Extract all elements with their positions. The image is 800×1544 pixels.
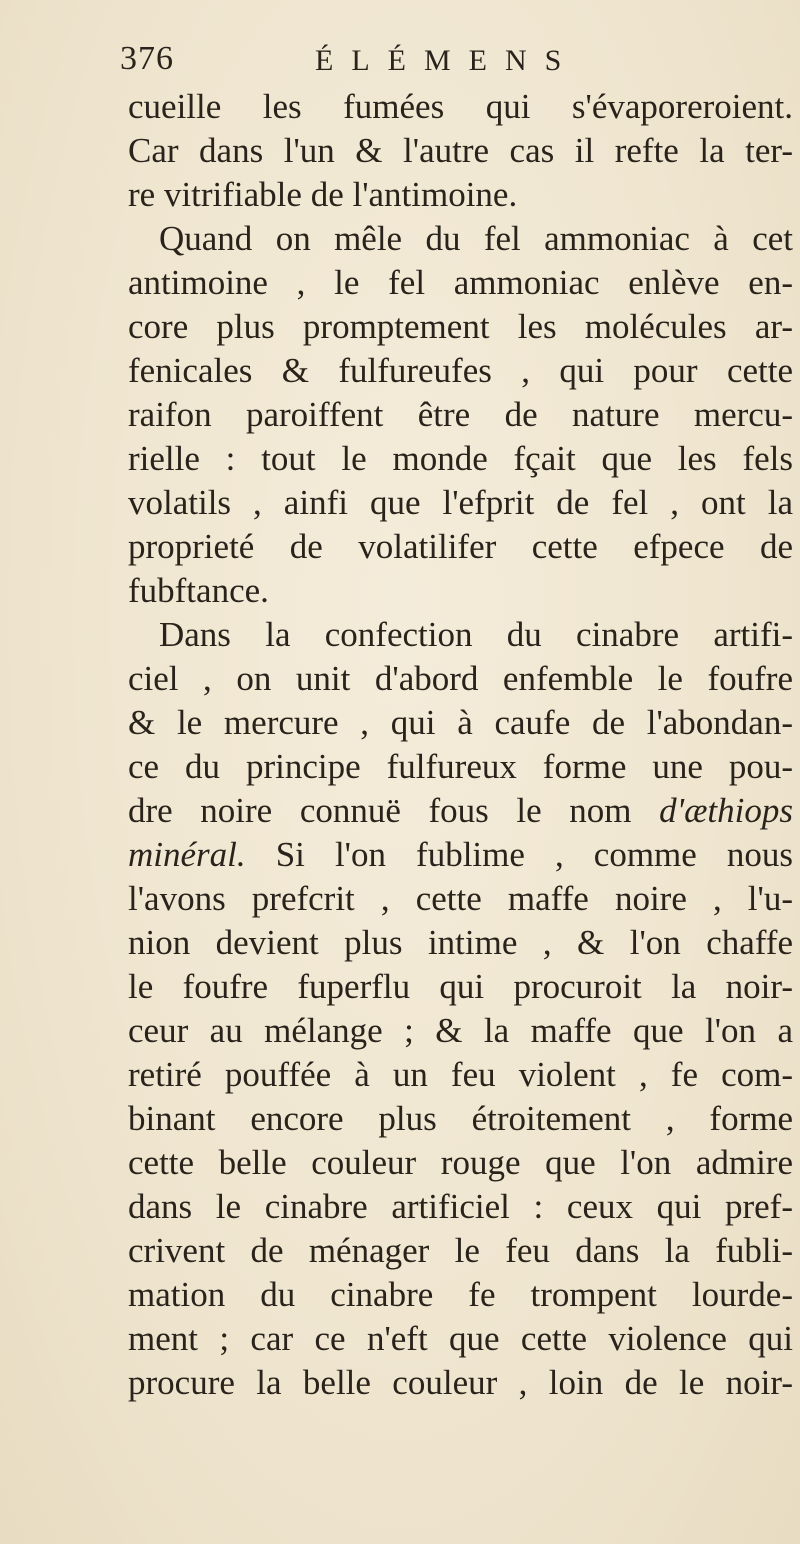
text-line: ciel , on unit d'abord enfemble le foufre	[128, 659, 793, 698]
running-title: ÉLÉMENS	[315, 44, 580, 77]
text-line: antimoine , le fel ammoniac enlève en-	[128, 263, 793, 302]
text-line: retiré pouffée à un feu violent , fe com-	[128, 1055, 793, 1094]
paragraph-first-line: Dans la confection du cinabre artifi-	[159, 615, 793, 654]
body-text	[128, 85, 793, 1405]
text-line	[128, 833, 793, 877]
italic-term: d'æthiops	[659, 791, 793, 830]
text-line: dans le cinabre artificiel : ceux qui pref-	[128, 1187, 793, 1226]
running-head	[120, 40, 680, 90]
page-number: 376	[120, 40, 174, 77]
paragraph-first-line: Quand on mêle du fel ammoniac à cet	[159, 219, 793, 258]
text-line: ment ; car ce n'eft que cette violence qui	[128, 1319, 793, 1358]
text-line: mation du cinabre fe trompent lourde-	[128, 1275, 793, 1314]
text-line: le foufre fuperflu qui procuroit la noir-	[128, 967, 793, 1006]
text-line: fenicales & fulfureufes , qui pour cette	[128, 351, 793, 390]
text-line: volatils , ainfi que l'efprit de fel , ont la	[128, 483, 793, 522]
text-line: re vitrifiable de l'antimoine.	[128, 175, 518, 214]
italic-term: minéral.	[128, 835, 246, 874]
text-line: proprieté de volatilifer cette efpece de	[128, 527, 793, 566]
text-segment: dre noire connuë fous le nom	[128, 791, 632, 830]
text-line: l'avons prefcrit , cette maffe noire , l'u-	[128, 879, 793, 918]
text-line: binant encore plus étroitement , forme	[128, 1099, 793, 1138]
text-line: raifon paroiffent être de nature mercu-	[128, 395, 793, 434]
text-line	[128, 789, 793, 833]
text-line: ceur au mélange ; & la maffe que l'on a	[128, 1011, 793, 1050]
text-line: core plus promptement les molécules ar-	[128, 307, 793, 346]
text-segment: Si l'on fublime , comme nous	[275, 835, 793, 874]
text-line: ce du principe fulfureux forme une pou-	[128, 747, 793, 786]
text-line: & le mercure , qui à caufe de l'abondan-	[128, 703, 793, 742]
text-line: fubftance.	[128, 571, 269, 610]
text-line: rielle : tout le monde fçait que les fels	[128, 439, 793, 478]
text-line: Car dans l'un & l'autre cas il refte la ter-	[128, 131, 793, 170]
text-line: procure la belle couleur , loin de le noir-	[128, 1363, 793, 1402]
text-line: nion devient plus intime , & l'on chaffe	[128, 923, 793, 962]
text-line: cueille les fumées qui s'évaporeroient.	[128, 87, 793, 126]
text-line: crivent de ménager le feu dans la fubli-	[128, 1231, 793, 1270]
text-line: cette belle couleur rouge que l'on admire	[128, 1143, 793, 1182]
